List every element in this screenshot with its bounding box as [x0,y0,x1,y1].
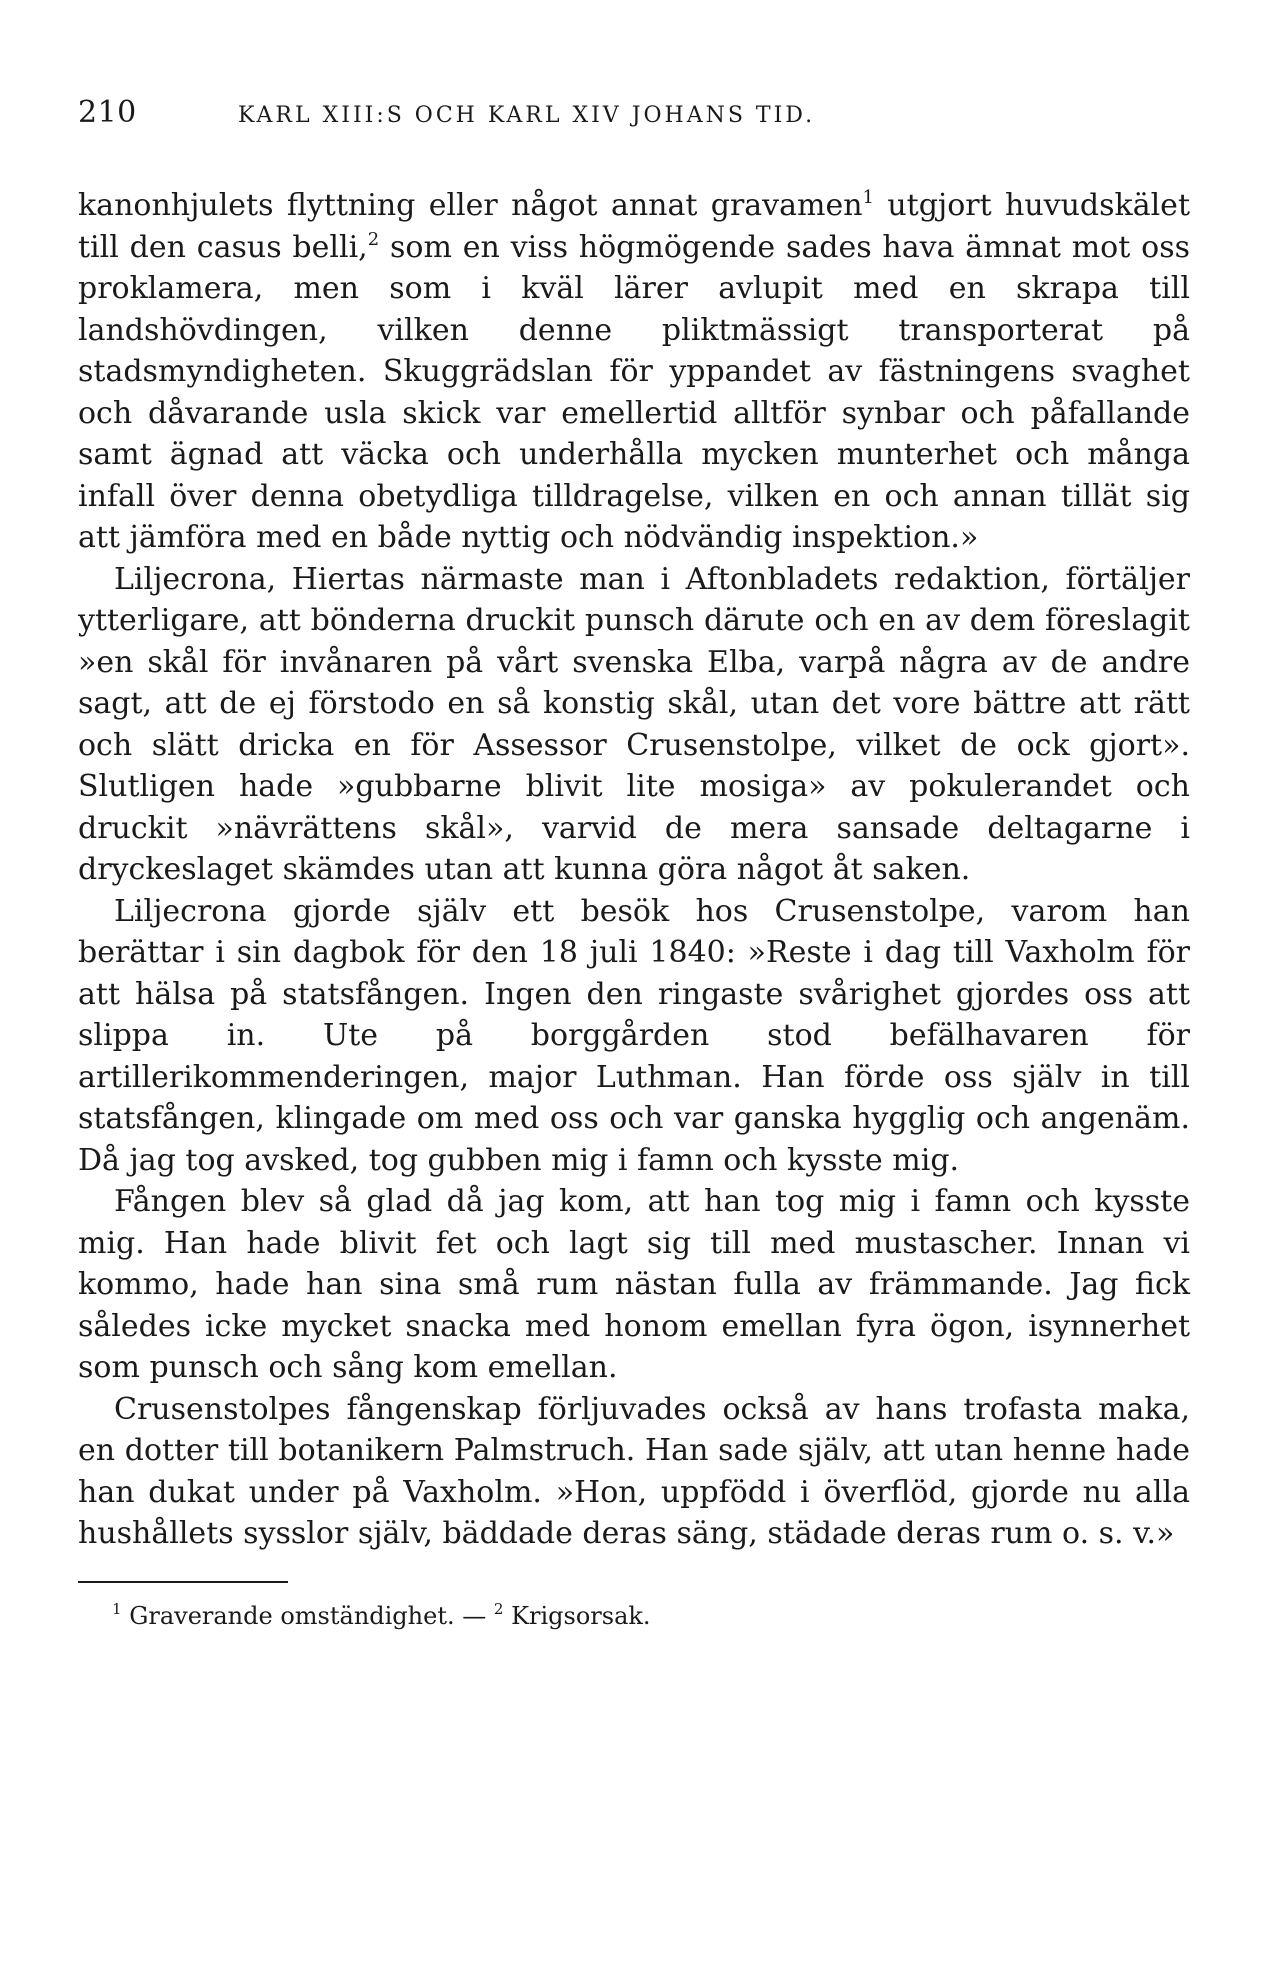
paragraph: Fången blev så glad då jag kom, att han tog mig i famn och kysste mig. Han hade blivit fet och lagt sig till med mustascher. Innan vi kommo, hade han sina små rum nästan fulla av främmande. Jag fick således icke mycket snacka med honom emellan fyra ögon, isynnerhet som punsch och sång kom emellan. [78,1184,1190,1385]
page-number: 210 [78,95,137,130]
running-head: KARL XIII:S OCH KARL XIV JOHANS TID. [238,103,816,128]
book-page [78,95,1190,1633]
paragraph: Crusenstolpes fångenskap förljuvades också av hans trofasta maka, en dotter till botanikern Palmstruch. Han sade själv, att utan henne hade han dukat under på Vaxholm. »Hon, uppfödd i överflöd, gjorde nu alla hushållets sysslor själv, bäddade deras säng, städade deras rum o. s. v.» [78,1391,1190,1551]
text-segment: kanonhjulets flyttning eller något annat gravamen [78,188,863,223]
paragraph: Liljecrona, Hiertas närmaste man i Aftonbladets redaktion, förtäljer ytterligare, att bönderna druckit punsch därute och en av dem föreslagit »en skål för invånaren på vårt svenska Elba, varpå några av de andre sagt, att de ej förstodo en så konstig skål, utan det vore bättre att rätt och slätt dricka en för Assessor Crusenstolpe, vilket de ock gjort». Slutligen hade »gubbarne blivit lite mosiga» av pokulerandet och druckit »nävrättens skål», varvid de mera sansade deltagarne i dryckeslaget skämdes utan att kunna göra något åt saken. [78,561,1190,887]
text-segment: utgjort huvudskälet till den casus belli, [78,188,1190,265]
footnote-ref: 1 [862,187,874,208]
footnote-mark: 1 [112,1599,122,1618]
footnote-ref: 2 [367,228,380,250]
footnote-text: Graverande omständighet. [129,1601,455,1630]
footnote-rule [78,1581,288,1583]
footnote-text: Krigsorsak. [511,1601,651,1630]
paragraph: Liljecrona gjorde själv ett besök hos Crusenstolpe, varom han berättar i sin dagbok för den 18 juli 1840: »Reste i dag till Vaxholm för att hälsa på statsfången. Ingen den ringaste svårighet gjordes oss att slippa in. Ute på borggården stod befälhavaren för artillerikommenderingen, major Luthman. Han förde oss själv in till statsfången, klingade om med oss och var ganska hygglig och angenäm. Då jag tog avsked, tog gubben mig i famn och kysste mig. [78,893,1190,1178]
footnotes [78,1599,1190,1633]
paragraph [78,185,1190,559]
text-segment: som en viss högmögende sades hava ämnat mot oss proklamera, men som i kväl lärer avlupit med en skrapa till landshövdingen, vilken denne pliktmässigt transporterat på stadsmyndigheten. Skuggrädslan för yppandet av fästningens svaghet och dåvarande usla skick var emellertid alltför synbar och påfallande samt ägnad att väcka och underhålla mycken munterhet och många infall över denna obetydliga tilldragelse, vilken en och annan tillät sig att jämföra med en både nyttig och nödvändig inspektion.» [78,229,1190,555]
body-text [78,185,1190,1555]
footnote-separator: — [462,1601,487,1630]
footnote-mark: 2 [493,1599,504,1618]
page-header [78,95,1190,141]
